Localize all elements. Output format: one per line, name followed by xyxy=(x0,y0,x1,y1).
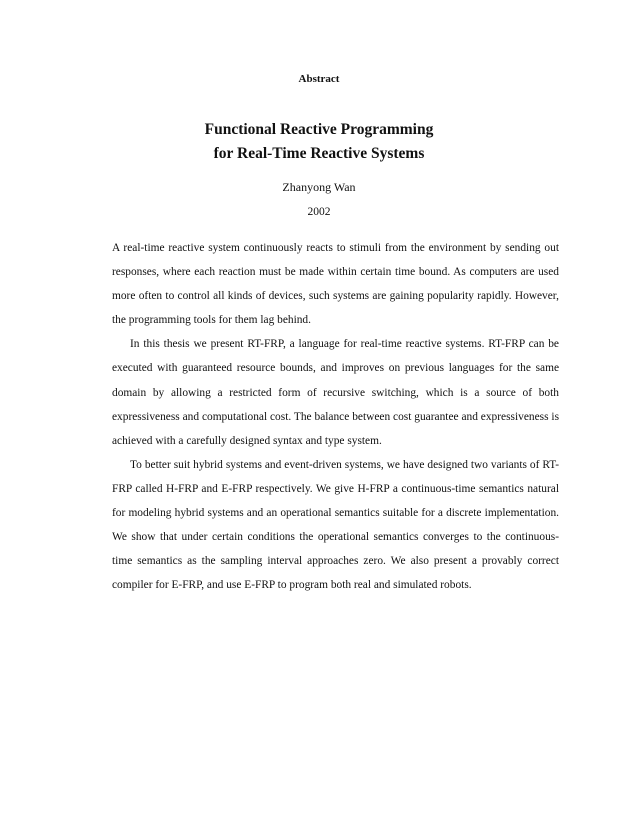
publication-year: 2002 xyxy=(307,206,331,218)
abstract-paragraph-2: In this thesis we present RT-FRP, a language for real-time reactive systems. RT-FRP can be executed with guaranteed resource bounds, and improves on previous languages for the same domain by allowing a restricted form of recursive switching, which is a source of both expressiveness and computational cost. The balance between cost guarantee and expressiveness is achieved with a carefully designed syntax and type system. xyxy=(112,338,559,447)
thesis-title xyxy=(0,118,638,166)
abstract-heading: Abstract xyxy=(298,73,340,85)
abstract-body xyxy=(112,236,559,597)
abstract-paragraph-3: To better suit hybrid systems and event-driven systems, we have designed two variants of RT-FRP called H-FRP and E-FRP respectively. We give H-FRP a continuous-time semantics natural for modeling hybrid systems and an operational semantics suitable for a discrete implementation. We show that under certain conditions the operational semantics converges to the continuous-time semantics as the sampling interval approaches zero. We also present a provably correct compiler for E-FRP, and use E-FRP to program both real and simulated robots. xyxy=(112,458,559,592)
author-name: Zhanyong Wan xyxy=(282,180,356,194)
thesis-title-line-2: for Real-Time Reactive Systems xyxy=(213,145,425,162)
thesis-title-line-1: Functional Reactive Programming xyxy=(204,121,434,138)
abstract-paragraph-1: A real-time reactive system continuously reacts to stimuli from the environment by sending out responses, where each reaction must be made within certain time bound. As computers are used more often to control all kinds of devices, such systems are gaining popularity rapidly. However, the programming tools for them lag behind. xyxy=(112,242,559,327)
